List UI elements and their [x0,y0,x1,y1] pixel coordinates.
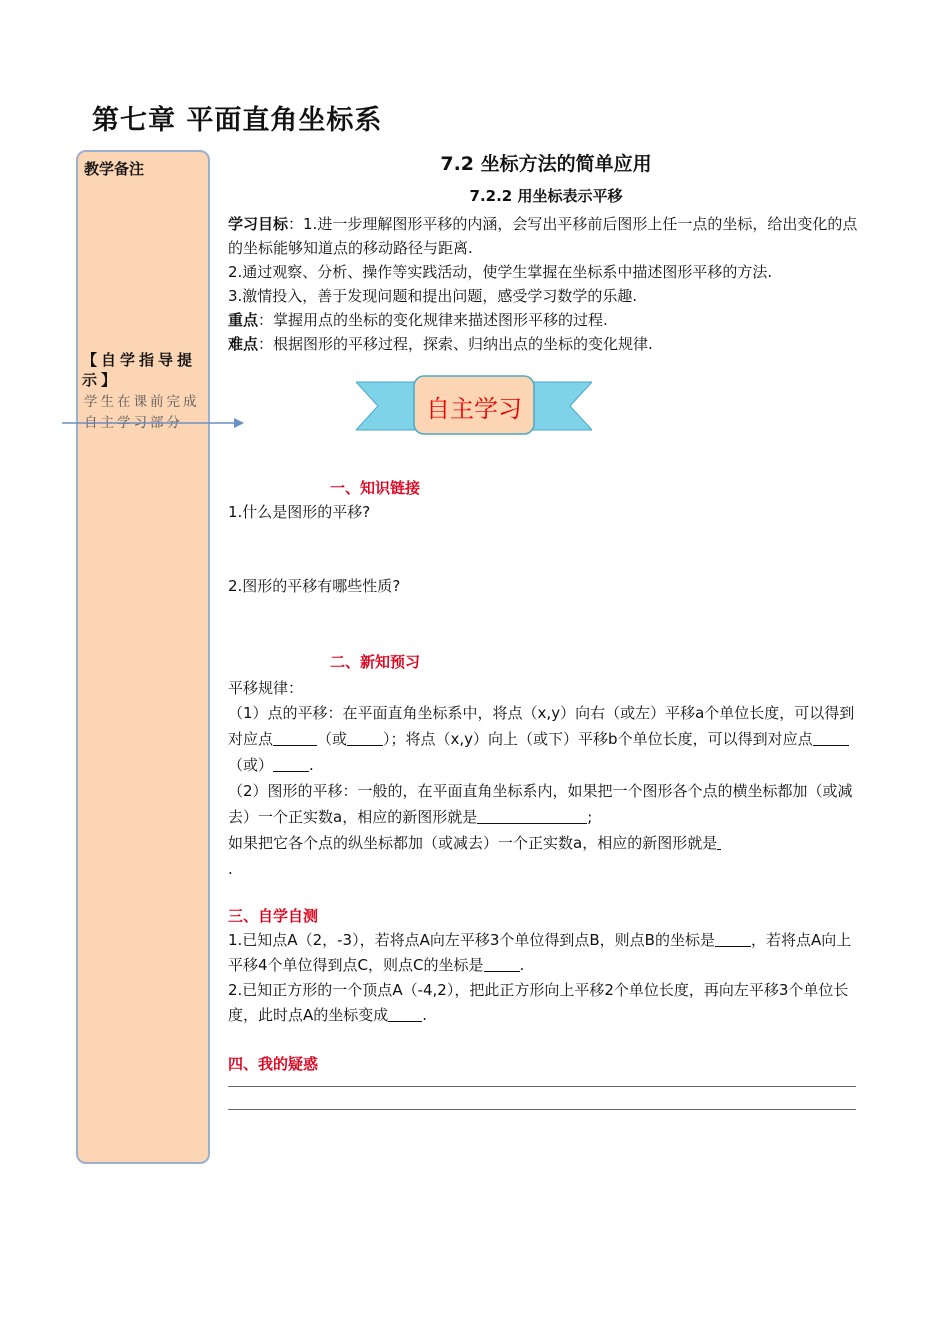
blank[interactable] [715,930,751,947]
key-point [228,308,864,332]
guide-text: 学生在课前完成自主学习部分 [84,394,200,431]
test-2 [228,978,864,1028]
rule-2-b: ; [587,808,593,826]
rule-3-b: . [228,860,233,878]
question-1: 1.什么是图形的平移? [228,503,371,521]
rule-1 [228,700,864,778]
blank[interactable] [484,955,520,972]
key-text: ：掌握用点的坐标的变化规律来描述图形平移的过程. [258,311,608,329]
blank[interactable] [813,729,849,746]
sidebar-title: 教学备注 [84,160,145,178]
test-1 [228,928,864,978]
blank[interactable] [273,729,317,746]
rule-1-b: （或 [317,730,348,748]
diff-label: 难点 [228,335,259,353]
preview-heading: 二、新知预习 [330,653,421,671]
rule-3-a: 如果把它各个点的纵坐标都加（或减去）一个正实数a，相应的新图形就是 [228,834,718,852]
main-content [228,150,864,1110]
arrow-right-icon [62,416,244,430]
rule-3 [228,830,864,882]
banner-text: 自主学习 [426,395,522,423]
key-label: 重点 [228,311,259,329]
self-study-banner [228,374,864,466]
doubts-heading: 四、我的疑惑 [228,1055,319,1073]
rule-2-a: （2）图形的平移：一般的，在平面直角坐标系内，如果把一个图形各个点的横坐标都加（或减去）一个正实数a，相应的新图形就是 [228,782,853,826]
goals-label: 学习目标 [228,215,289,233]
goal-2: 2.通过观察、分析、操作等实践活动，使学生掌握在坐标系中描述图形平移的方法. [228,263,773,281]
goal-3: 3.激情投入，善于发现问题和提出问题，感受学习数学的乐趣. [228,287,638,305]
test-1-c: . [519,956,525,974]
blank[interactable] [273,755,309,772]
test-1-a: 1.已知点A（2，-3），若将点A向左平移3个单位得到点B，则点B的坐标是 [228,931,715,949]
rule-1-e: . [309,756,314,774]
guide-title: 【自学指导提示】 [82,351,197,389]
rule-1-a: （1）点的平移：在平面直角坐标系中，将点（x,y）向右（或左）平移a个单位长度，可以得到对应点 [228,704,855,748]
blank[interactable] [717,833,721,850]
goal-1 [228,212,864,260]
knowledge-link-heading: 一、知识链接 [330,479,421,497]
blank[interactable] [477,807,587,824]
rule-1-c: ）；将点（x,y）向上（或下）平移b个单位长度，可以得到对应点 [383,730,813,748]
test-1-b: ，若将点A向上平移4个单位得到点C，则点C的坐标是 [228,931,852,974]
blank[interactable] [347,729,383,746]
teaching-notes-sidebar [76,150,210,1164]
diff-text: ：根据图形的平移过程，探索、归纳出点的坐标的变化规律. [258,335,653,353]
difficulty [228,332,864,356]
self-test-heading: 三、自学自测 [228,907,319,925]
rule-2 [228,778,864,830]
question-2: 2.图形的平移有哪些性质? [228,577,401,595]
blank[interactable] [388,1005,422,1022]
section-title: 7.2 坐标方法的简单应用 [440,153,652,175]
rule-label: 平移规律： [228,679,304,697]
sub-title: 7.2.2 用坐标表示平移 [469,187,623,205]
answer-line[interactable] [228,1109,856,1110]
chapter-title: 第七章 平面直角坐标系 [92,105,383,136]
goal-1-text: ：1.进一步理解图形平移的内涵，会写出平移前后图形上任一点的坐标，给出变化的点的坐标能够知道点的移动路径与距离. [228,215,858,257]
rule-1-d: （或） [228,756,274,774]
test-2-b: . [422,1006,428,1024]
test-2-a: 2.已知正方形的一个顶点A（-4,2），把此正方形向上平移2个单位长度，再向左平移3个单位长度，此时点A的坐标变成 [228,981,849,1024]
